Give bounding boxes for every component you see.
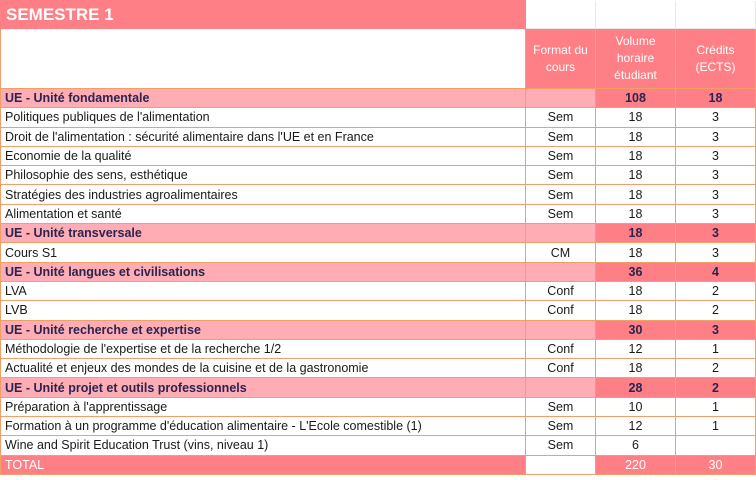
course-credits: 1 bbox=[676, 339, 756, 358]
course-volume: 18 bbox=[596, 146, 676, 165]
ue-label: UE - Unité projet et outils professionnels bbox=[1, 378, 526, 397]
header-volume: Volume horaire étudiant bbox=[596, 29, 676, 89]
ue-credits: 3 bbox=[676, 224, 756, 243]
header-blank-cell bbox=[1, 29, 526, 89]
ue-volume: 28 bbox=[596, 378, 676, 397]
total-credits: 30 bbox=[676, 455, 756, 474]
course-name: Stratégies des industries agroalimentaires bbox=[1, 185, 526, 204]
course-format: Sem bbox=[526, 417, 596, 436]
course-name: Préparation à l'apprentissage bbox=[1, 397, 526, 416]
course-format: Sem bbox=[526, 397, 596, 416]
course-name: Philosophie des sens, esthétique bbox=[1, 166, 526, 185]
ue-volume: 18 bbox=[596, 224, 676, 243]
course-volume: 10 bbox=[596, 397, 676, 416]
course-row bbox=[1, 417, 756, 436]
course-row bbox=[1, 339, 756, 358]
course-format: Sem bbox=[526, 204, 596, 223]
course-name: Politiques publiques de l'alimentation bbox=[1, 108, 526, 127]
total-volume: 220 bbox=[596, 455, 676, 474]
course-credits: 1 bbox=[676, 417, 756, 436]
course-name: Economie de la qualité bbox=[1, 146, 526, 165]
course-credits: 3 bbox=[676, 108, 756, 127]
course-row bbox=[1, 243, 756, 262]
course-format: Conf bbox=[526, 339, 596, 358]
course-format: Conf bbox=[526, 281, 596, 300]
header-row bbox=[1, 29, 756, 89]
course-row bbox=[1, 127, 756, 146]
ue-group-row bbox=[1, 224, 756, 243]
ue-group-row bbox=[1, 378, 756, 397]
title-blank-cell bbox=[676, 1, 756, 29]
course-format: CM bbox=[526, 243, 596, 262]
course-format: Sem bbox=[526, 127, 596, 146]
ue-volume: 36 bbox=[596, 262, 676, 281]
ue-format-blank bbox=[526, 224, 596, 243]
title-blank-cell bbox=[526, 1, 596, 29]
ue-credits: 3 bbox=[676, 320, 756, 339]
course-volume: 18 bbox=[596, 281, 676, 300]
course-name: LVA bbox=[1, 281, 526, 300]
course-format: Conf bbox=[526, 359, 596, 378]
header-credits: Crédits (ECTS) bbox=[676, 29, 756, 89]
ue-credits: 18 bbox=[676, 89, 756, 108]
course-name: Méthodologie de l'expertise et de la recherche 1/2 bbox=[1, 339, 526, 358]
title-blank-cell bbox=[596, 1, 676, 29]
course-name: Formation à un programme d'éducation alimentaire - L'Ecole comestible (1) bbox=[1, 417, 526, 436]
course-credits: 3 bbox=[676, 243, 756, 262]
total-row bbox=[1, 455, 756, 474]
ue-label: UE - Unité transversale bbox=[1, 224, 526, 243]
course-row bbox=[1, 166, 756, 185]
course-volume: 18 bbox=[596, 127, 676, 146]
ue-format-blank bbox=[526, 89, 596, 108]
course-row bbox=[1, 281, 756, 300]
ue-group-row bbox=[1, 89, 756, 108]
course-name: Alimentation et santé bbox=[1, 204, 526, 223]
course-volume: 18 bbox=[596, 301, 676, 320]
course-volume: 12 bbox=[596, 417, 676, 436]
course-row bbox=[1, 204, 756, 223]
course-credits bbox=[676, 436, 756, 455]
course-credits: 2 bbox=[676, 359, 756, 378]
course-name: Cours S1 bbox=[1, 243, 526, 262]
semester-title: SEMESTRE 1 bbox=[1, 1, 526, 29]
ue-label: UE - Unité langues et civilisations bbox=[1, 262, 526, 281]
ue-group-row bbox=[1, 262, 756, 281]
course-format: Sem bbox=[526, 146, 596, 165]
total-label: TOTAL bbox=[1, 455, 526, 474]
ue-label: UE - Unité recherche et expertise bbox=[1, 320, 526, 339]
ue-format-blank bbox=[526, 320, 596, 339]
course-row bbox=[1, 436, 756, 455]
course-row bbox=[1, 146, 756, 165]
ue-label: UE - Unité fondamentale bbox=[1, 89, 526, 108]
ue-format-blank bbox=[526, 378, 596, 397]
course-volume: 6 bbox=[596, 436, 676, 455]
ue-group-row bbox=[1, 320, 756, 339]
total-format-blank bbox=[526, 455, 596, 474]
course-volume: 18 bbox=[596, 204, 676, 223]
course-credits: 3 bbox=[676, 166, 756, 185]
course-row bbox=[1, 359, 756, 378]
course-volume: 18 bbox=[596, 108, 676, 127]
ue-format-blank bbox=[526, 262, 596, 281]
course-row bbox=[1, 397, 756, 416]
course-row bbox=[1, 108, 756, 127]
course-format: Sem bbox=[526, 108, 596, 127]
course-name: Droit de l'alimentation : sécurité alimentaire dans l'UE et en France bbox=[1, 127, 526, 146]
course-name: LVB bbox=[1, 301, 526, 320]
course-row bbox=[1, 301, 756, 320]
ue-credits: 2 bbox=[676, 378, 756, 397]
course-volume: 18 bbox=[596, 166, 676, 185]
course-volume: 18 bbox=[596, 243, 676, 262]
course-credits: 3 bbox=[676, 146, 756, 165]
course-name: Wine and Spirit Education Trust (vins, niveau 1) bbox=[1, 436, 526, 455]
course-format: Sem bbox=[526, 436, 596, 455]
course-volume: 12 bbox=[596, 339, 676, 358]
course-credits: 3 bbox=[676, 204, 756, 223]
ue-volume: 30 bbox=[596, 320, 676, 339]
title-row bbox=[1, 1, 756, 29]
course-credits: 3 bbox=[676, 185, 756, 204]
course-volume: 18 bbox=[596, 185, 676, 204]
course-format: Sem bbox=[526, 185, 596, 204]
header-format: Format du cours bbox=[526, 29, 596, 89]
course-credits: 2 bbox=[676, 301, 756, 320]
course-credits: 2 bbox=[676, 281, 756, 300]
course-credits: 1 bbox=[676, 397, 756, 416]
course-name: Actualité et enjeux des mondes de la cuisine et de la gastronomie bbox=[1, 359, 526, 378]
ue-volume: 108 bbox=[596, 89, 676, 108]
course-credits: 3 bbox=[676, 127, 756, 146]
ue-credits: 4 bbox=[676, 262, 756, 281]
course-format: Conf bbox=[526, 301, 596, 320]
course-volume: 18 bbox=[596, 359, 676, 378]
course-row bbox=[1, 185, 756, 204]
course-format: Sem bbox=[526, 166, 596, 185]
